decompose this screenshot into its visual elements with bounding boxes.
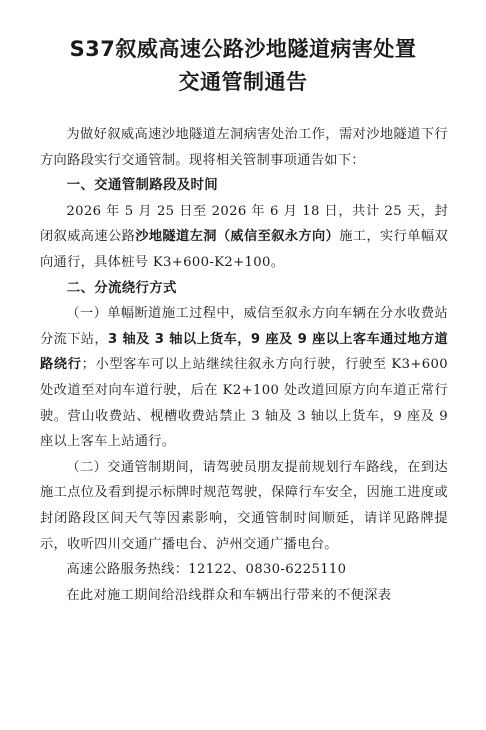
closing-line: 在此对施工期间给沿线群众和车辆出行带来的不便深表 [66,587,392,603]
notice-title-line2: 交通管制通告 [178,70,308,94]
section1-heading: 一、交通管制路段及时间 [66,178,218,194]
section2-heading: 二、分流绕行方式 [66,280,177,296]
hotline-line: 高速公路服务热线：12122、0830-6225110 [66,562,347,578]
item1-text-after: ；小型客车可以上站继续往叙永方向行驶，行驶至 K3+600 处改道至对向车道行驶，后在 K2+100 处改道回原方向车道正常行驶。营山收费站、枧槽收费站禁止 3 轴及 3 轴以上货车，9 座及 9 座以上客车上站通行。 [40,357,448,450]
section1-text-after: 施工，实行单幅双向通行，具体桩号 K3+600-K2+100。 [40,229,448,270]
section2-item1 [40,301,448,455]
item1-text-before: （一）单幅断道施工过程中，威信至叙永方向车辆在分水收费站分流下站， [40,306,448,347]
notice-title-line1: S37叙威高速公路沙地隧道病害处置 [69,37,417,61]
notice-body [40,122,448,608]
section1-paragraph [40,199,448,276]
section1-text-before: 2026 年 5 月 25 日至 2026 年 6 月 18 日，共计 25 天，封闭叙威高速公路 [40,203,448,245]
intro-paragraph: 为做好叙威高速沙地隧道左洞病害处治工作，需对沙地隧道下行方向路段实行交通管制。现将相关管制事项通告如下： [40,127,448,168]
section1-bold-text: 沙地隧道左洞（威信至叙永方向） [135,229,340,245]
item1-bold-text: 3 轴及 3 轴以上货车，9 座及 9 座以上客车通过地方道路绕行 [40,331,449,373]
section2-item2: （二）交通管制期间，请驾驶员朋友提前规划行车路线，在到达施工点位及看到提示标牌时规范驾驶，保障行车安全，因施工进度或封闭路段区间天气等因素影响，交通管制时间顺延，请详见路牌提示，收听四川交通广播电台、泸州交通广播电台。 [40,459,448,552]
